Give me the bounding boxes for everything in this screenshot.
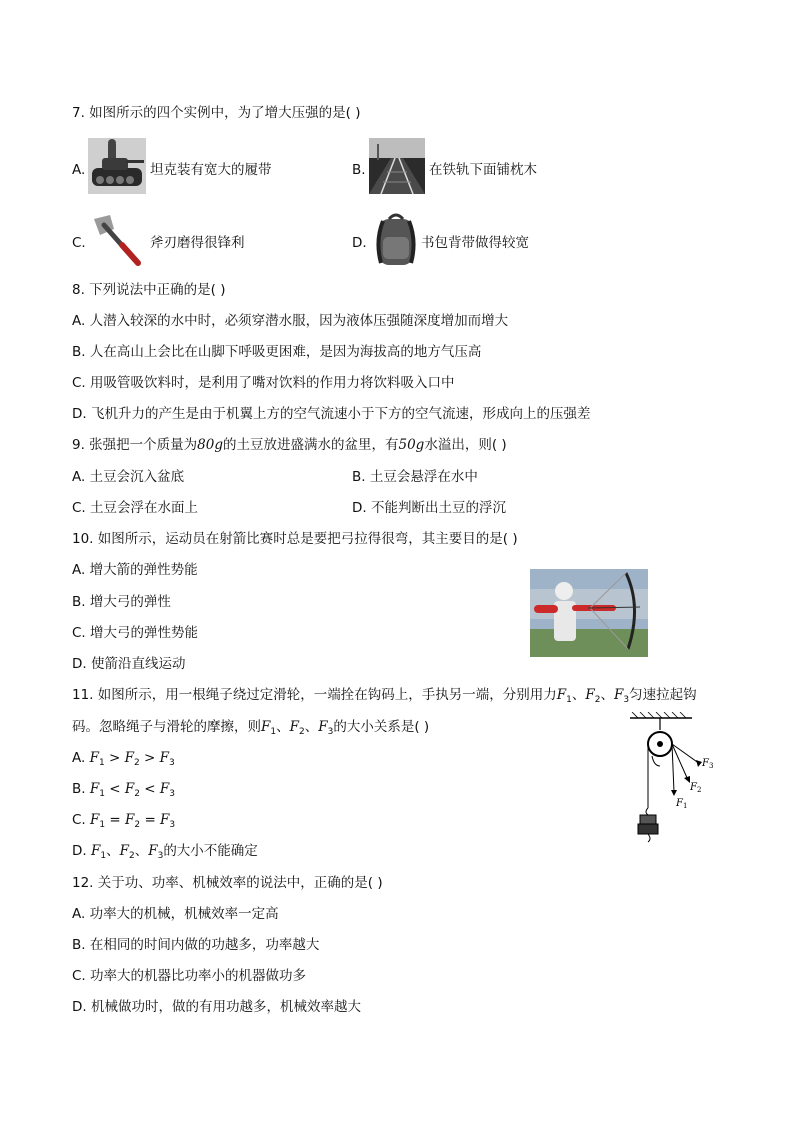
q10-option-b: B. 增大弓的弹性 — [72, 594, 171, 610]
q8-stem: 8. 下列说法中正确的是( ) — [72, 282, 226, 298]
q8-option-b: B. 人在高山上会比在山脚下呼吸更困难，是因为海拔高的地方气压高 — [72, 344, 482, 360]
pulley-wheel — [648, 732, 672, 766]
q7-option-a-letter: A. — [72, 162, 86, 178]
q10-option-d: D. 使箭沿直线运动 — [72, 656, 186, 672]
q7-option-b-letter: B. — [352, 162, 366, 178]
pulley-diagram — [622, 712, 722, 844]
q7-option-d-letter: D. — [352, 235, 367, 251]
q11-option-b: B. $F_1 < F_2 < F_3$ — [72, 781, 175, 799]
q8-option-c: C. 用吸管吸饮料时，是利用了嘴对饮料的作用力将饮料吸入口中 — [72, 375, 455, 391]
label-f1: $F_1$ — [676, 798, 688, 810]
label-f3: $F_3$ — [702, 758, 714, 770]
railway-photo — [369, 138, 425, 194]
q8-option-a: A. 人潜入较深的水中时，必须穿潜水服，因为液体压强随深度增加而增大 — [72, 313, 509, 329]
archer-photo — [530, 569, 648, 657]
q11-option-d: D. $F_1$、$F_2$、$F_3$的大小不能确定 — [72, 843, 258, 861]
q10-option-a: A. 增大箭的弹性势能 — [72, 562, 198, 578]
q7-option-c-letter: C. — [72, 235, 86, 251]
q7-option-a-text: 坦克装有宽大的履带 — [150, 162, 272, 178]
ceiling-support — [630, 712, 692, 730]
q8-option-d: D. 飞机升力的产生是由于机翼上方的空气流速小于下方的空气流速，形成向上的压强差 — [72, 406, 591, 422]
tank-photo — [88, 138, 146, 194]
q12-stem: 12. 关于功、功率、机械效率的说法中，正确的是( ) — [72, 875, 383, 891]
q9-option-a: A. 土豆会沉入盆底 — [72, 469, 185, 485]
q7-option-d-text: 书包背带做得较宽 — [421, 235, 529, 251]
q11-option-a: A. $F_1 > F_2 > F_3$ — [72, 750, 175, 768]
axe-photo — [88, 213, 146, 269]
q11-line1: 11. 如图所示，用一根绳子绕过定滑轮，一端拴在钩码上，手执另一端，分别用力$F_1$、$F_2$、$F_3$匀速拉起钩 — [72, 687, 697, 705]
q7-option-b-text: 在铁轨下面铺枕木 — [429, 162, 537, 178]
backpack-photo — [369, 211, 423, 271]
q10-option-c: C. 增大弓的弹性势能 — [72, 625, 199, 641]
label-f2: $F_2$ — [690, 782, 702, 794]
q9-stem: 9. 张强把一个质量为80g的土豆放进盛满水的盆里，有50g水溢出，则( ) — [72, 437, 507, 453]
q12-option-b: B. 在相同的时间内做的功越多，功率越大 — [72, 937, 320, 953]
q11-line2: 码。忽略绳子与滑轮的摩擦，则$F_1$、$F_2$、$F_3$的大小关系是( ) — [72, 719, 430, 737]
q11-option-c: C. $F_1 = F_2 = F_3$ — [72, 812, 176, 830]
q10-stem: 10. 如图所示，运动员在射箭比赛时总是要把弓拉得很弯，其主要目的是( ) — [72, 531, 518, 547]
q9-mass-80g: 80g — [197, 437, 223, 453]
q7-stem: 7. 如图所示的四个实例中，为了增大压强的是( ) — [72, 105, 361, 121]
q9-option-b: B. 土豆会悬浮在水中 — [352, 469, 478, 485]
q9-option-c: C. 土豆会浮在水面上 — [72, 500, 199, 516]
hanging-weight — [638, 744, 658, 842]
q12-option-d: D. 机械做功时，做的有用功越多，机械效率越大 — [72, 999, 361, 1015]
q12-option-a: A. 功率大的机械，机械效率一定高 — [72, 906, 279, 922]
q7-option-c-text: 斧刃磨得很锋利 — [150, 235, 245, 251]
q9-mass-50g: 50g — [398, 437, 425, 453]
q12-option-c: C. 功率大的机器比功率小的机器做功多 — [72, 968, 307, 984]
q9-option-d: D. 不能判断出土豆的浮沉 — [352, 500, 506, 516]
